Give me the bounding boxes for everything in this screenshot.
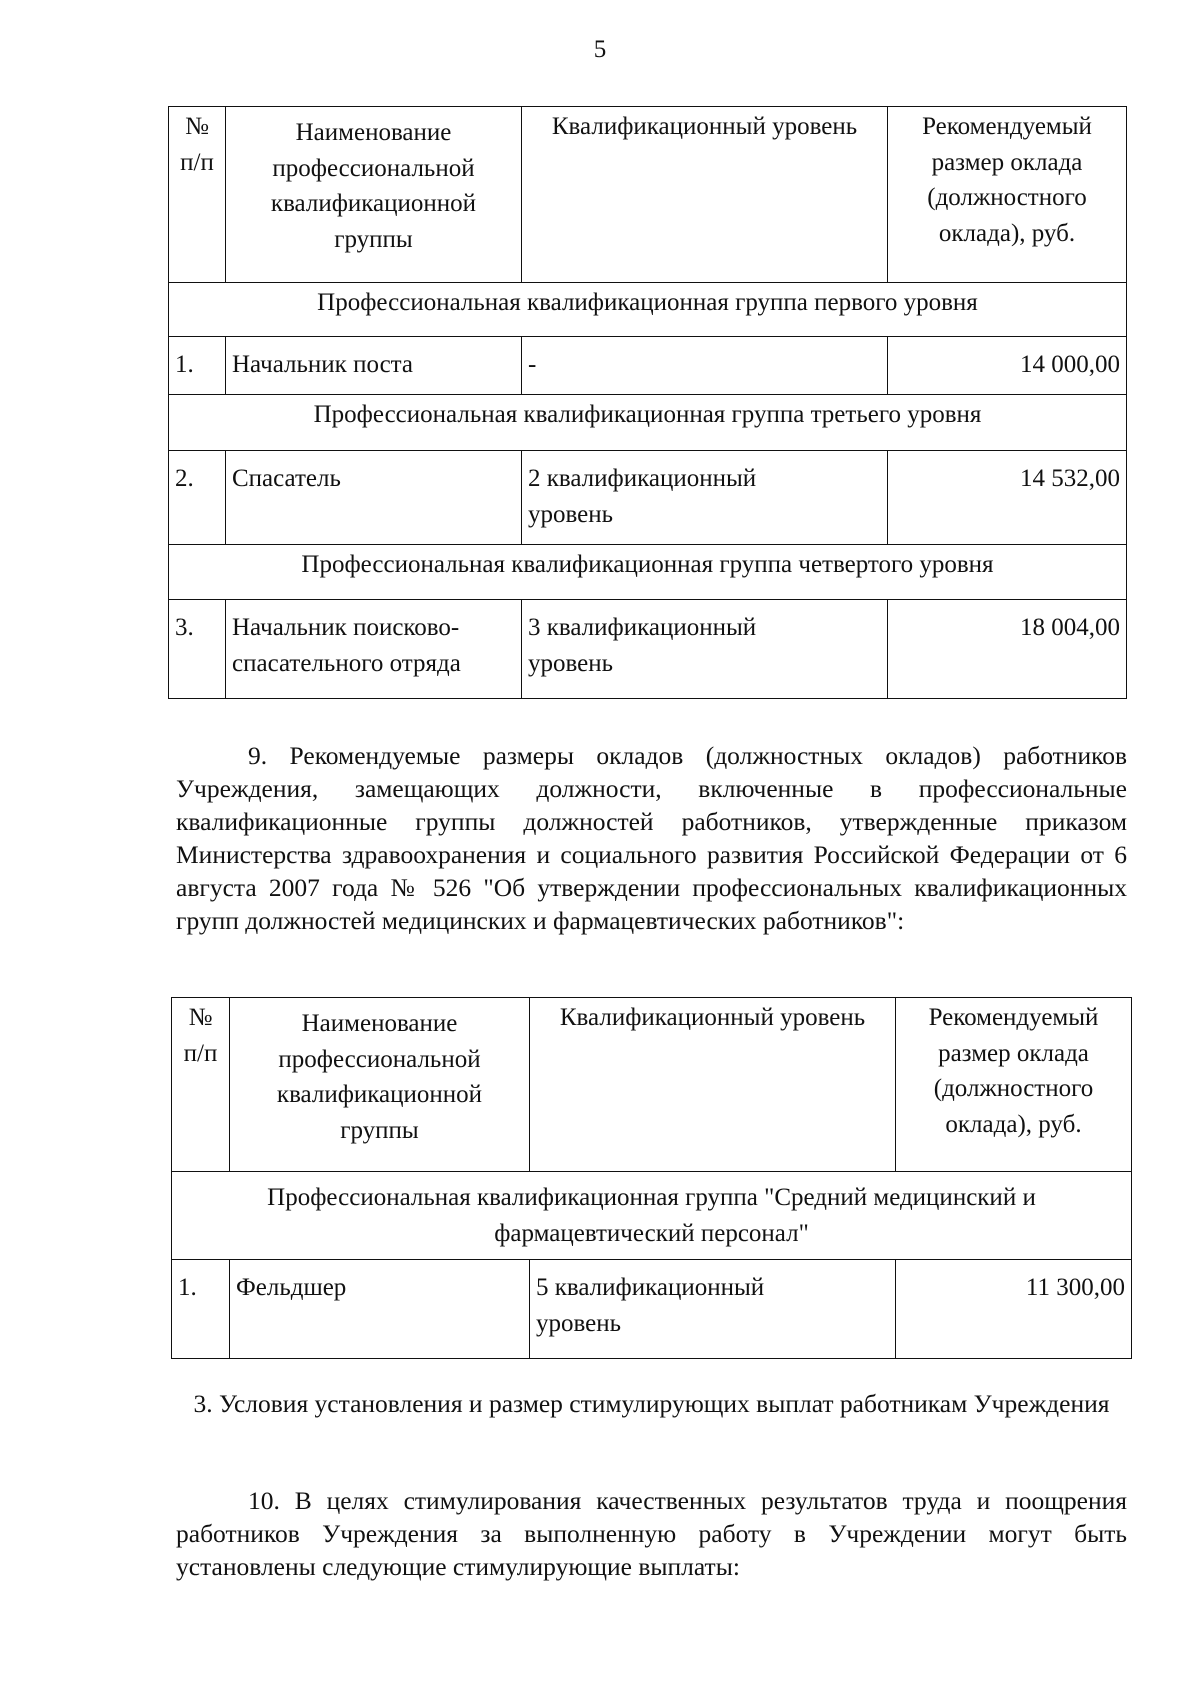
- salary-value: 14 532,00: [888, 451, 1127, 545]
- col-header-salary: Рекомендуемый размер оклада (должностного оклада), руб.: [896, 998, 1132, 1172]
- table-row: [169, 451, 1127, 545]
- row-number: 2.: [169, 451, 226, 545]
- salary-value: 11 300,00: [896, 1260, 1132, 1359]
- group-title: Профессиональная квалификационная группа четвертого уровня: [169, 545, 1127, 600]
- salary-table-rescue: [168, 106, 1127, 699]
- col-header-number-line2: п/п: [183, 1039, 218, 1067]
- qualification-level: 3 квалификационный уровень: [522, 600, 888, 699]
- row-number: 3.: [169, 600, 226, 699]
- position-name: Спасатель: [226, 451, 522, 545]
- paragraph-9: [176, 739, 1127, 937]
- qualification-level: 2 квалификационный уровень: [522, 451, 888, 545]
- qualification-level: -: [522, 337, 888, 395]
- table-header-row: [169, 107, 1127, 283]
- position-name: Фельдшер: [230, 1260, 530, 1359]
- col-header-name: Наименование профессиональной квалификационной группы: [230, 998, 530, 1172]
- group-title: Профессиональная квалификационная группа первого уровня: [169, 283, 1127, 337]
- col-header-level: Квалификационный уровень: [522, 107, 888, 283]
- salary-value: 14 000,00: [888, 337, 1127, 395]
- table-row: [169, 600, 1127, 699]
- group-row: [169, 395, 1127, 451]
- col-header-number: [169, 107, 226, 283]
- col-header-number-line1: №: [185, 113, 209, 140]
- table-row: [172, 1260, 1132, 1359]
- group-row: [169, 283, 1127, 337]
- group-title: Профессиональная квалификационная группа "Средний медицинский и фармацевтический персонал": [172, 1172, 1132, 1260]
- col-header-level: Квалификационный уровень: [530, 998, 896, 1172]
- paragraph-10: [176, 1484, 1127, 1583]
- col-header-name: Наименование профессиональной квалификационной группы: [226, 107, 522, 283]
- table-header-row: [172, 998, 1132, 1172]
- page-number: 5: [593, 36, 607, 63]
- col-header-salary: Рекомендуемый размер оклада (должностного оклада), руб.: [888, 107, 1127, 283]
- paragraph-9-text: 9. Рекомендуемые размеры окладов (должностных окладов) работников Учреждения, замещающих должности, включенные в профессиональные квалификационные группы должностей работников, утвержденные приказом Министерства здравоохранения и социального развития Российской Федерации от 6 августа 2007 года № 526 "Об утверждении профессиональных квалификационных групп должностей медицинских и фармацевтических работников":: [176, 741, 1127, 935]
- col-header-number-line1: №: [188, 1004, 213, 1031]
- col-header-number: [172, 998, 230, 1172]
- qualification-level: 5 квалификационный уровень: [530, 1260, 896, 1359]
- col-header-number-line2: п/п: [180, 148, 214, 176]
- paragraph-10-text: 10. В целях стимулирования качественных результатов труда и поощрения работников Учреждения за выполненную работу в Учреждении могут быть установлены следующие стимулирующие выплаты:: [176, 1486, 1127, 1581]
- group-row: [172, 1172, 1132, 1260]
- row-number: 1.: [172, 1260, 230, 1359]
- salary-table-medical: [171, 997, 1132, 1359]
- salary-value: 18 004,00: [888, 600, 1127, 699]
- group-row: [169, 545, 1127, 600]
- position-name: Начальник поисково-спасательного отряда: [226, 600, 522, 699]
- group-title: Профессиональная квалификационная группа третьего уровня: [169, 395, 1127, 451]
- row-number: 1.: [169, 337, 226, 395]
- position-name: Начальник поста: [226, 337, 522, 395]
- table-row: [169, 337, 1127, 395]
- section-3-heading: 3. Условия установления и размер стимулирующих выплат работникам Учреждения: [193, 1389, 1110, 1418]
